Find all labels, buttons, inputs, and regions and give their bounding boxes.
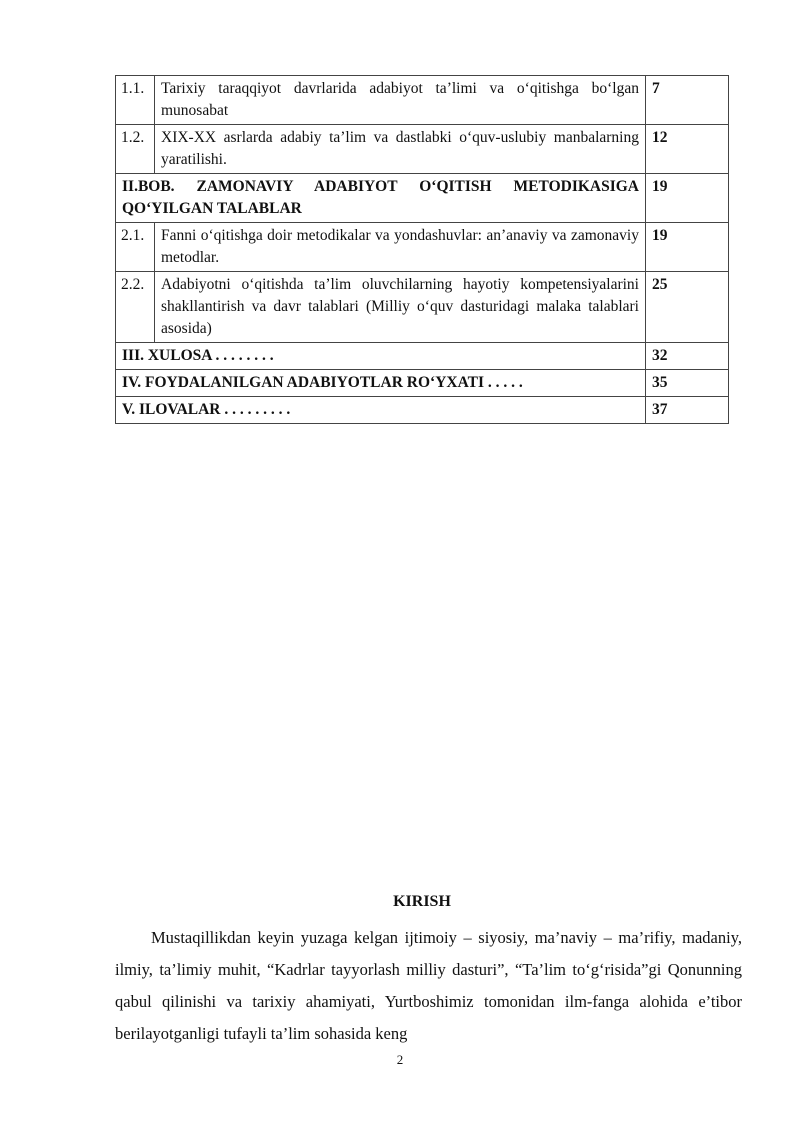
toc-chapter-title: V. ILOVALAR . . . . . . . . . <box>116 397 646 424</box>
toc-row-page: 19 <box>646 174 729 223</box>
toc-row <box>116 272 729 343</box>
toc-row <box>116 76 729 125</box>
toc-row-title: Adabiyotni o‘qitishda ta’lim oluvchilarning hayotiy kompetensiyalarini shakllantirish va davr talablari (Milliy o‘quv dasturidagi malaka talablari asosida) <box>155 272 646 343</box>
toc-row-page: 32 <box>646 343 729 370</box>
page-number: 2 <box>396 1052 404 1067</box>
toc-row-page: 12 <box>646 125 729 174</box>
toc-row-page: 35 <box>646 370 729 397</box>
toc-chapter-title: II.BOB. ZAMONAVIY ADABIYOT O‘QITISH METODIKASIGA QO‘YILGAN TALABLAR <box>116 174 646 223</box>
toc-chapter-title: III. XULOSA . . . . . . . . <box>116 343 646 370</box>
toc-row-title: XIX-XX asrlarda adabiy ta’lim va dastlabki o‘quv-uslubiy manbalarning yaratilishi. <box>155 125 646 174</box>
toc-row-number: 1.2. <box>116 125 155 174</box>
table-of-contents <box>115 75 729 424</box>
toc-row-number: 1.1. <box>116 76 155 125</box>
toc-chapter-row <box>116 370 729 397</box>
toc-chapter-row <box>116 174 729 223</box>
toc-row-page: 7 <box>646 76 729 125</box>
toc-row <box>116 223 729 272</box>
toc-row <box>116 125 729 174</box>
toc-chapter-title: IV. FOYDALANILGAN ADABIYOTLAR RO‘YXATI . . . . . <box>116 370 646 397</box>
toc-row-page: 25 <box>646 272 729 343</box>
toc-row-number: 2.1. <box>116 223 155 272</box>
toc-row-page: 37 <box>646 397 729 424</box>
toc-row-number: 2.2. <box>116 272 155 343</box>
toc-row-title: Tarixiy taraqqiyot davrlarida adabiyot ta’limi va o‘qitishga bo‘lgan munosabat <box>155 76 646 125</box>
toc-row-title: Fanni o‘qitishga doir metodikalar va yondashuvlar: an’anaviy va zamonaviy metodlar. <box>155 223 646 272</box>
section-heading: KIRISH <box>393 893 451 910</box>
intro-paragraph: Mustaqillikdan keyin yuzaga kelgan ijtimoiy – siyosiy, ma’naviy – ma’rifiy, madaniy, ilmiy, ta’limiy muhit, “Kadrlar tayyorlash milliy dasturi”, “Ta’lim to‘g‘risida”gi Qonunning qabul qilinishi va tarixiy ahamiyati, Yurtboshimiz tomonidan ilm-fanga alohida e’tibor berilayotganligi tufayli ta’lim sohasida keng <box>115 928 742 1043</box>
toc-chapter-row <box>116 397 729 424</box>
toc-chapter-row <box>116 343 729 370</box>
toc-row-page: 19 <box>646 223 729 272</box>
